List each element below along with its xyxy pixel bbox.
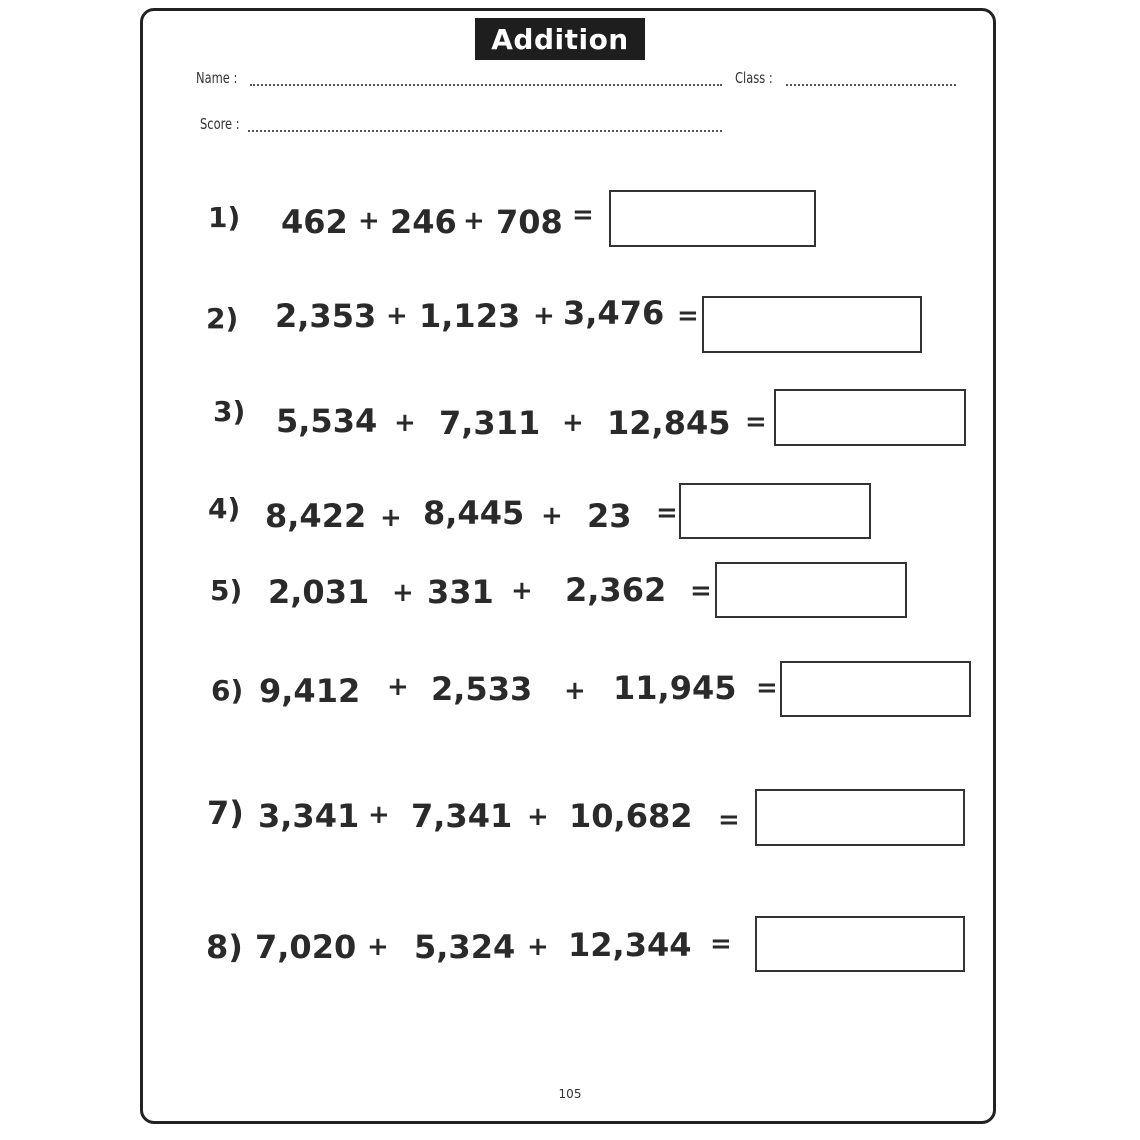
plus-sign: +	[392, 578, 414, 608]
equals-sign: =	[690, 576, 712, 606]
plus-sign: +	[367, 932, 389, 962]
answer-box[interactable]	[755, 789, 965, 846]
addend-c: 10,682	[569, 797, 693, 835]
addend-c: 3,476	[563, 294, 665, 332]
score-label: Score :	[200, 115, 240, 133]
addend-b: 7,341	[411, 797, 513, 835]
page-number: 105	[558, 1087, 582, 1101]
addend-b: 8,445	[423, 494, 525, 532]
problem-number: 8)	[206, 928, 243, 966]
addend-c: 11,945	[613, 669, 737, 707]
name-label: Name :	[196, 69, 238, 87]
addend-a: 3,341	[258, 797, 360, 835]
plus-sign: +	[380, 503, 402, 533]
plus-sign: +	[463, 206, 485, 236]
equals-sign: =	[677, 301, 699, 331]
equals-sign: =	[745, 407, 767, 437]
problem-number: 7)	[207, 794, 244, 832]
addend-c: 708	[496, 203, 563, 241]
plus-sign: +	[541, 501, 563, 531]
addend-a: 5,534	[276, 402, 378, 440]
answer-box[interactable]	[780, 661, 971, 717]
problem-number: 4)	[208, 492, 241, 525]
addend-c: 12,344	[568, 926, 692, 964]
problem-number: 3)	[213, 395, 246, 428]
plus-sign: +	[511, 576, 533, 606]
plus-sign: +	[562, 408, 584, 438]
answer-box[interactable]	[715, 562, 907, 618]
addend-b: 7,311	[439, 404, 541, 442]
problem-number: 5)	[210, 574, 243, 607]
equals-sign: =	[718, 805, 740, 835]
addend-a: 462	[281, 203, 348, 241]
plus-sign: +	[533, 301, 555, 331]
addend-a: 7,020	[255, 928, 357, 966]
equals-sign: =	[656, 498, 678, 528]
plus-sign: +	[387, 672, 409, 702]
worksheet-title: Addition	[475, 18, 645, 60]
plus-sign: +	[527, 802, 549, 832]
problem-number: 2)	[206, 302, 239, 335]
addend-a: 2,353	[275, 297, 377, 335]
equals-sign: =	[756, 673, 778, 703]
plus-sign: +	[368, 800, 390, 830]
class-field[interactable]	[786, 84, 956, 86]
addend-a: 2,031	[268, 573, 370, 611]
addend-b: 1,123	[419, 297, 521, 335]
addend-a: 9,412	[259, 672, 361, 710]
class-label: Class :	[735, 69, 773, 87]
equals-sign: =	[572, 200, 594, 230]
problem-number: 1)	[208, 201, 241, 234]
name-field[interactable]	[250, 84, 722, 86]
plus-sign: +	[564, 676, 586, 706]
answer-box[interactable]	[702, 296, 922, 353]
plus-sign: +	[386, 301, 408, 331]
answer-box[interactable]	[679, 483, 871, 539]
score-field[interactable]	[248, 130, 722, 132]
answer-box[interactable]	[609, 190, 816, 247]
addend-b: 246	[390, 203, 457, 241]
answer-box[interactable]	[774, 389, 966, 446]
addend-c: 23	[587, 497, 632, 535]
problem-number: 6)	[211, 674, 244, 707]
addend-b: 331	[427, 573, 494, 611]
addend-b: 2,533	[431, 670, 533, 708]
equals-sign: =	[710, 929, 732, 959]
answer-box[interactable]	[755, 916, 965, 972]
addend-c: 2,362	[565, 571, 667, 609]
plus-sign: +	[358, 206, 380, 236]
addend-b: 5,324	[414, 928, 516, 966]
plus-sign: +	[394, 408, 416, 438]
addend-c: 12,845	[607, 404, 731, 442]
plus-sign: +	[527, 932, 549, 962]
addend-a: 8,422	[265, 497, 367, 535]
